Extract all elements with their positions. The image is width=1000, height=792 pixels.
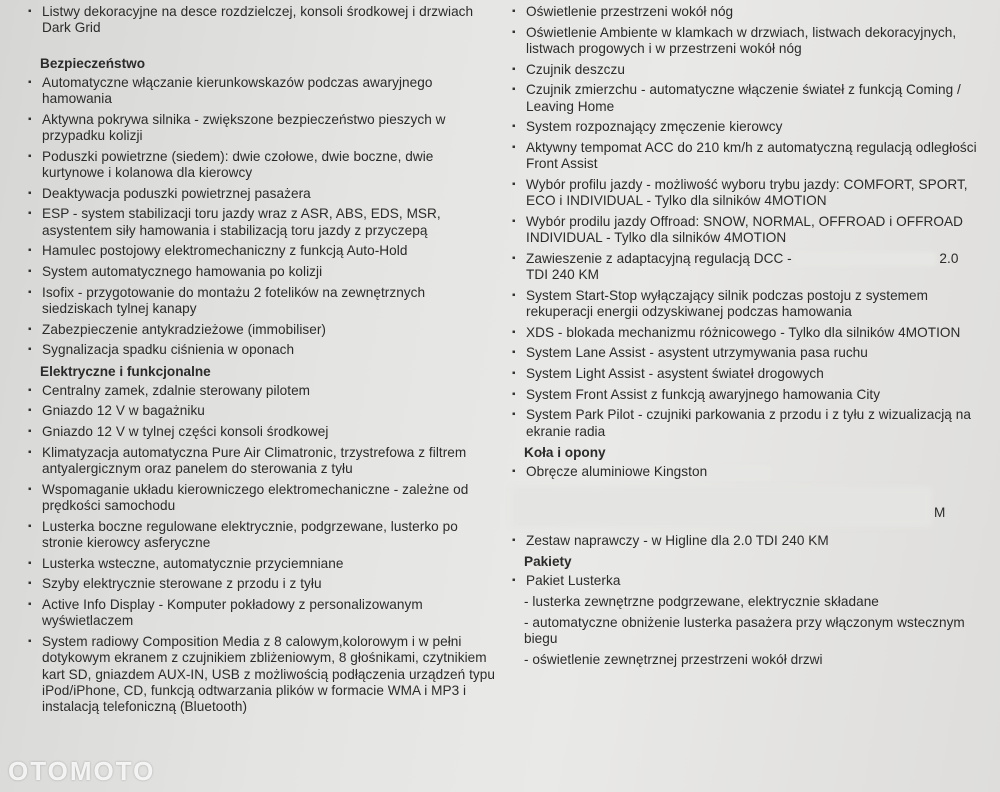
list-item: ▪ System Park Pilot - czujniki parkowania z przodu i z tyłu z wizualizacją na ekranie radia — [512, 407, 982, 440]
trailing-fragment: M — [934, 504, 946, 520]
list-item: ▪ Pakiet Lusterka — [512, 573, 982, 589]
list-item: ▪ System Light Assist - asystent świateł drogowych — [512, 366, 982, 382]
list-item: ▪ Deaktywacja poduszki powietrznej pasażera — [28, 186, 498, 202]
list-item-wheels — [512, 464, 982, 480]
list-item: ▪ Gniazdo 12 V w bagażniku — [28, 403, 498, 419]
list-item: ▪ Oświetlenie Ambiente w klamkach w drzwiach, listwach dekoracyjnych, listwach progowych i w przestrzeni wokół nóg — [512, 25, 982, 58]
list-item: - automatyczne obniżenie lusterka pasażera przy włączonym wstecznym biegu — [524, 614, 965, 646]
list-item: ▪ Gniazdo 12 V w tylnej części konsoli środkowej — [28, 424, 498, 440]
redacted-area — [796, 252, 936, 266]
safety-list — [28, 75, 498, 359]
list-item: ▪ Lusterka wsteczne, automatycznie przyciemniane — [28, 556, 498, 572]
list-item: ▪ Zabezpieczenie antykradzieżowe (immobiliser) — [28, 322, 498, 338]
section-heading-wheels: Koła i opony — [524, 445, 606, 461]
list-item: ▪ Isofix - przygotowanie do montażu 2 fotelików na zewnętrznych siedziskach tylnej kanapy — [28, 285, 498, 318]
redacted-area — [711, 466, 771, 480]
list-item: ▪ Wspomaganie układu kierowniczego elektromechaniczne - zależne od prędkości samochodu — [28, 482, 498, 515]
list-item: ▪ Sygnalizacja spadku ciśnienia w oponach — [28, 342, 498, 358]
list-item: ▪ Oświetlenie przestrzeni wokół nóg — [512, 4, 982, 20]
section-heading-packages: Pakiety — [524, 554, 572, 570]
dcc-suffix: 2.0 — [939, 250, 959, 266]
list-item: ▪ Zestaw naprawczy - w Higline dla 2.0 TDI 240 KM — [512, 533, 982, 549]
redacted-block — [512, 485, 982, 533]
list-item: ▪ System rozpoznający zmęczenie kierowcy — [512, 119, 982, 135]
electrical-list — [28, 383, 498, 716]
list-item: ▪ Centralny zamek, zdalnie sterowany pilotem — [28, 383, 498, 399]
otomoto-watermark: OTOMOTO — [8, 756, 156, 786]
equipment-list-mid — [512, 288, 982, 440]
left-column — [28, 4, 498, 720]
list-item: ▪ XDS - blokada mechanizmu różnicowego - Tylko dla silników 4MOTION — [512, 325, 982, 341]
list-item: ▪ Czujnik deszczu — [512, 62, 982, 78]
list-item: ▪ Wybór profilu jazdy - możliwość wyboru trybu jazdy: COMFORT, SPORT, ECO i INDIVIDUAL - Tylko dla silników 4MOTION — [512, 177, 982, 210]
list-item: ▪ Poduszki powietrzne (siedem): dwie czołowe, dwie boczne, dwie kurtynowe i kolanowa dla kierowcy — [28, 149, 498, 182]
list-item: ▪ Aktywna pokrywa silnika - zwiększone bezpieczeństwo pieszych w przypadku kolizji — [28, 112, 498, 145]
packages-list — [512, 573, 982, 589]
section-heading-safety: Bezpieczeństwo — [40, 55, 145, 71]
dcc-text: Zawieszenie z adaptacyjną regulacją DCC - — [526, 250, 792, 266]
list-item: ▪ Automatyczne włączanie kierunkowskazów podczas awaryjnego hamowania — [28, 75, 498, 108]
list-item: ▪ Listwy dekoracyjne na desce rozdzielczej, konsoli środkowej i drzwiach Dark Grid — [28, 4, 498, 37]
packages-sub-list — [512, 594, 982, 668]
list-item: ▪ System Start-Stop wyłączający silnik podczas postoju z systemem rekuperacji energii odzyskiwanej podczas hamowania — [512, 288, 982, 321]
section-heading-electrical: Elektryczne i funkcjonalne — [40, 363, 211, 379]
list-item: ▪ Szyby elektrycznie sterowane z przodu i z tyłu — [28, 576, 498, 592]
list-item: ▪ Klimatyzacja automatyczna Pure Air Climatronic, trzystrefowa z filtrem antyalergicznym oraz panelem do sterowania z tyłu — [28, 445, 498, 478]
list-item: ▪ System Front Assist z funkcją awaryjnego hamowania City — [512, 387, 982, 403]
list-item: ▪ Active Info Display - Komputer pokładowy z personalizowanym wyświetlaczem — [28, 597, 498, 630]
wheels-text: Obręcze aluminiowe Kingston — [526, 464, 708, 480]
list-item: ▪ ESP - system stabilizacji toru jazdy wraz z ASR, ABS, EDS, MSR, asystentem siły hamowania i stabilizacją toru jazdy z przyczepą — [28, 206, 498, 239]
list-item: - oświetlenie zewnętrznej przestrzeni wokół drzwi — [524, 651, 823, 667]
list-item-dcc — [512, 251, 982, 284]
list-item: ▪ Aktywny tempomat ACC do 210 km/h z automatyczną regulacją odległości Front Assist — [512, 140, 982, 173]
list-item: ▪ Wybór prodilu jazdy Offroad: SNOW, NORMAL, OFFROAD i OFFROAD INDIVIDUAL - Tylko dla silników 4MOTION — [512, 214, 982, 247]
list-item: - lusterka zewnętrzne podgrzewane, elektrycznie składane — [524, 593, 879, 609]
list-item: ▪ System Lane Assist - asystent utrzymywania pasa ruchu — [512, 345, 982, 361]
list-item: ▪ System radiowy Composition Media z 8 calowym,kolorowym i w pełni dotykowym ekranem z czujnikiem zbliżeniowym, 8 głośnikami, czytnikiem kart SD, gniazdem AUX-IN, USB z możliwością podłączenia urządzeń typu iPod/iPhone, CD, funkcją odtwarzania plików w formacie WMA i MP3 i instalacją telefoniczną (Bluetooth) — [28, 634, 498, 716]
redacted-area — [512, 487, 932, 527]
right-column — [512, 4, 982, 672]
list-item: ▪ Hamulec postojowy elektromechaniczny z funkcją Auto-Hold — [28, 243, 498, 259]
dcc-line2: TDI 240 KM — [526, 267, 600, 283]
list-item: ▪ Czujnik zmierzchu - automatyczne włączenie świateł z funkcją Coming / Leaving Home — [512, 82, 982, 115]
list-item: ▪ Lusterka boczne regulowane elektrycznie, podgrzewane, lusterko po stronie kierowcy asferyczne — [28, 519, 498, 552]
equipment-list-top — [512, 4, 982, 247]
list-item: ▪ System automatycznego hamowania po kolizji — [28, 264, 498, 280]
